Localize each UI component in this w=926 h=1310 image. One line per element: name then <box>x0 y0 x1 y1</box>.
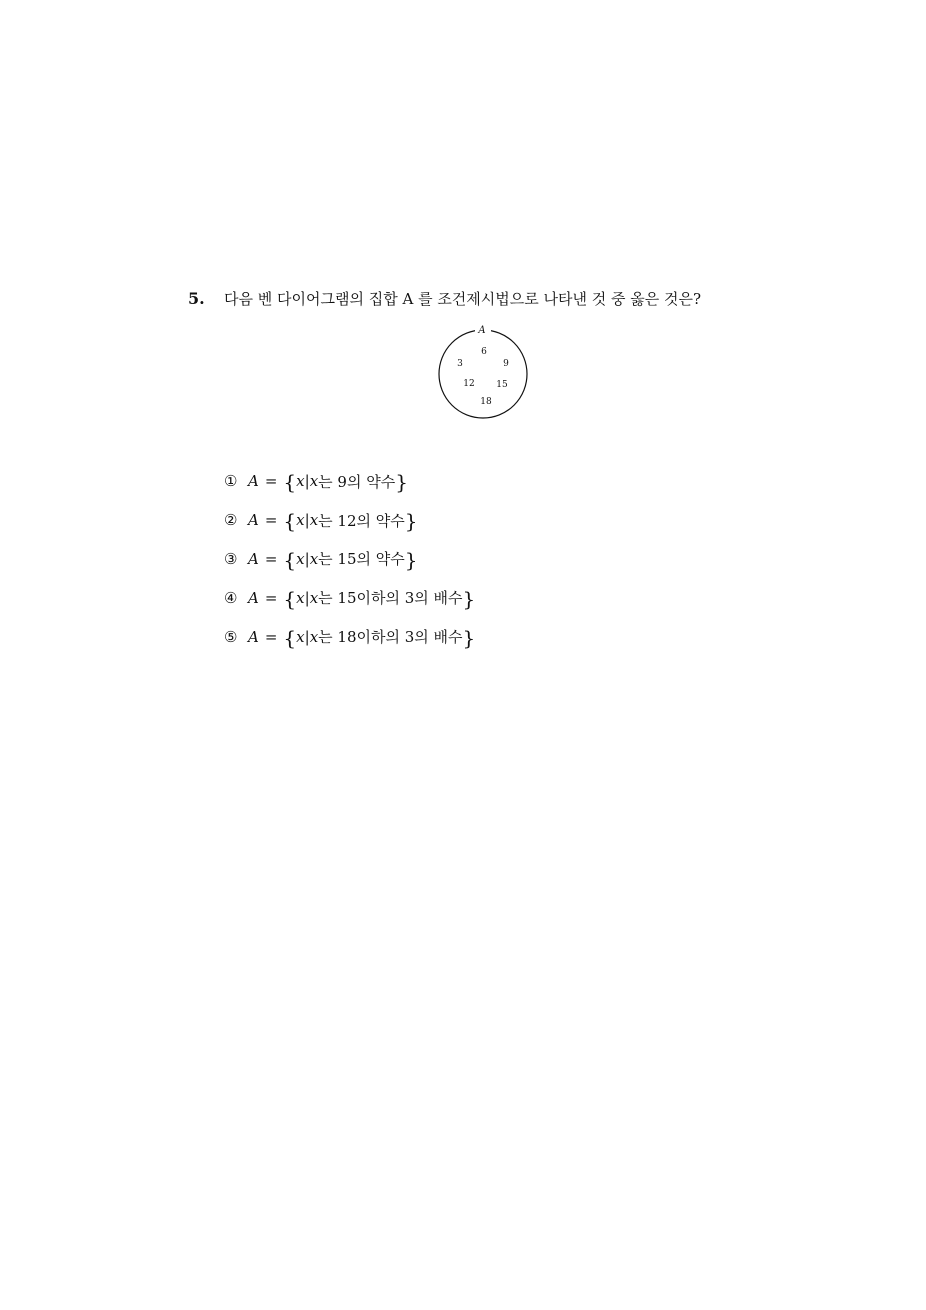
venn-element: 15 <box>496 380 508 390</box>
choice-1[interactable]: ① A = { x | x 는 9의 약수 } <box>224 470 408 495</box>
condition: 는 18이하의 3의 배수 <box>318 628 463 647</box>
condition: 는 15의 약수 <box>318 550 405 569</box>
choice-number: ④ <box>224 588 238 607</box>
set-symbol: A <box>248 511 259 530</box>
variable: x <box>309 588 319 607</box>
choice-2[interactable]: ② A = { x | x 는 12의 약수 } <box>224 509 418 534</box>
set-a-label: A <box>478 325 486 336</box>
answer-choices <box>224 462 475 656</box>
choice-number: ⑤ <box>224 627 238 646</box>
venn-diagram <box>435 322 535 426</box>
choice-number: ② <box>224 511 238 530</box>
variable: x <box>296 511 305 530</box>
condition: 는 9의 약수 <box>318 472 396 491</box>
variable: x <box>309 472 319 491</box>
question-number: 5. <box>188 289 205 308</box>
variable: x <box>296 627 305 646</box>
variable: x <box>296 549 305 568</box>
set-symbol: A <box>248 549 259 568</box>
set-symbol: A <box>248 472 259 491</box>
condition: 는 15이하의 3의 배수 <box>318 589 463 608</box>
variable: x <box>309 511 319 530</box>
condition: 는 12의 약수 <box>318 511 405 530</box>
choice-3[interactable]: ③ A = { x | x 는 15의 약수 } <box>224 547 418 572</box>
question-text: 다음 벤 다이어그램의 집합 A 를 조건제시법으로 나타낸 것 중 옳은 것은? <box>224 290 702 308</box>
choice-4[interactable]: ④ A = { x | x 는 15이하의 3의 배수 } <box>224 586 476 611</box>
venn-element: 3 <box>457 359 463 369</box>
venn-element: 9 <box>503 359 509 369</box>
variable: x <box>296 588 305 607</box>
question-header <box>188 288 828 309</box>
venn-svg <box>435 322 535 422</box>
variable: x <box>309 627 319 646</box>
set-symbol: A <box>248 588 259 607</box>
choice-5[interactable]: ⑤ A = { x | x 는 18이하의 3의 배수 } <box>224 625 476 650</box>
variable: x <box>296 472 305 491</box>
venn-element: 18 <box>480 397 492 407</box>
choice-number: ① <box>224 472 238 491</box>
venn-element: 6 <box>481 347 487 357</box>
question-5 <box>188 288 828 309</box>
set-symbol: A <box>248 627 259 646</box>
variable: x <box>309 549 319 568</box>
venn-element: 12 <box>463 379 475 389</box>
choice-number: ③ <box>224 549 238 568</box>
